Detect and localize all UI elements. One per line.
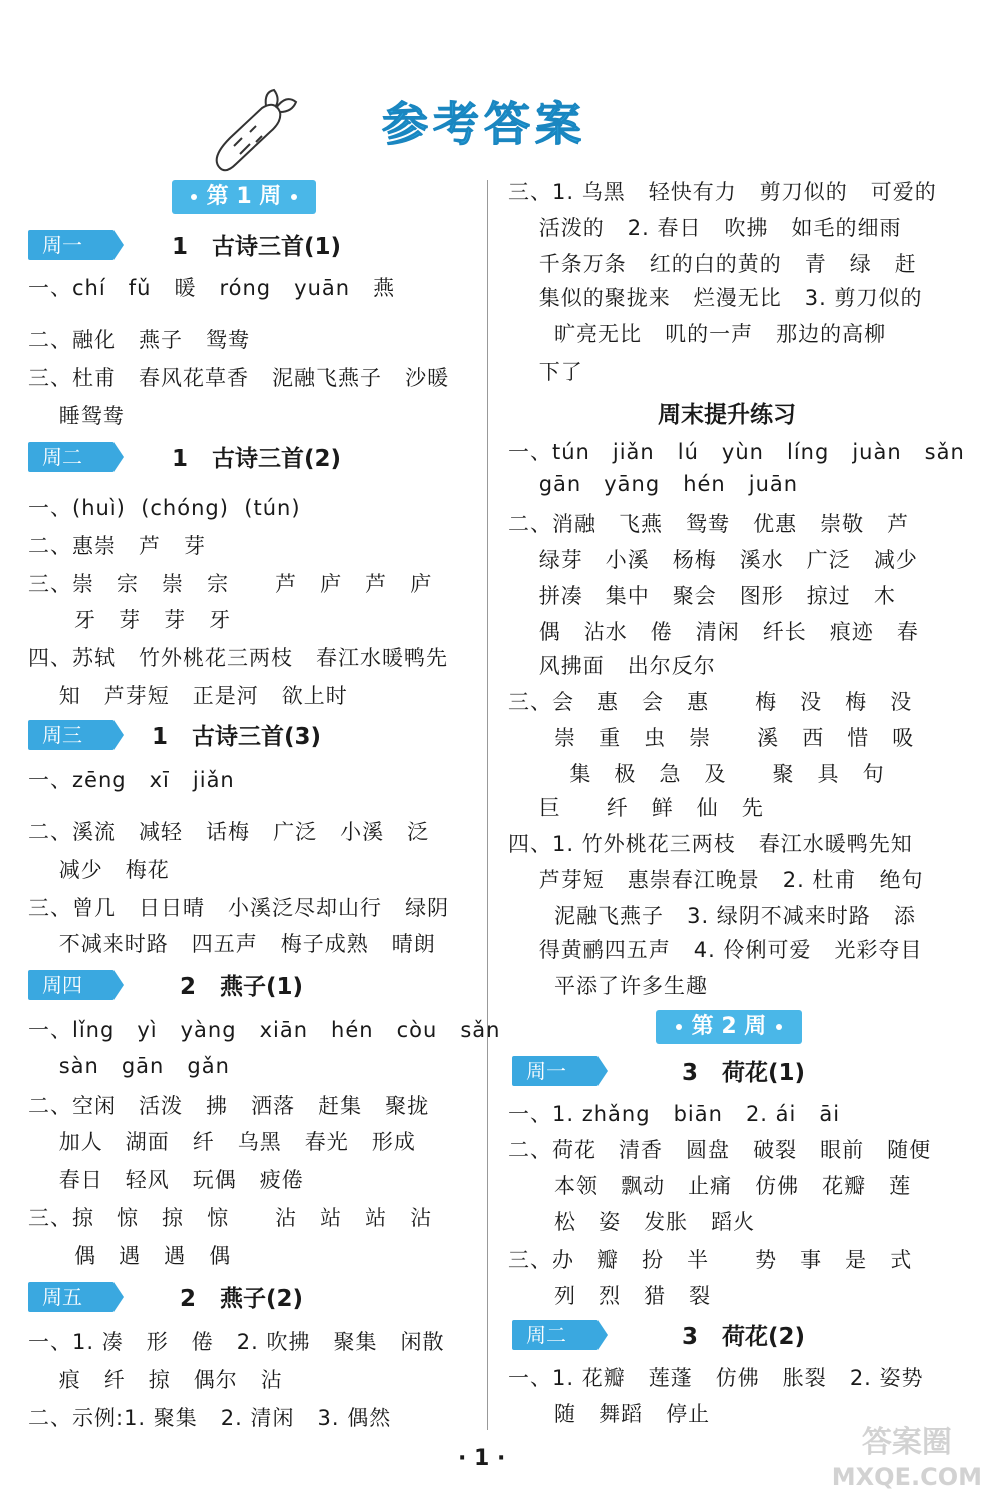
answer-line: 千条万条 红的白的黄的 青 绿 赶: [508, 252, 917, 276]
answer-line: 三、1. 乌黑 轻快有力 剪刀似的 可爱的: [508, 180, 937, 204]
day-badge: 周四: [28, 970, 114, 1000]
answer-line: 偶 沾水 倦 清闲 纤长 痕迹 春: [508, 620, 919, 644]
answer-line: 牙 芽 芽 牙: [28, 608, 232, 632]
answer-line: 集似的聚拢来 烂漫无比 3. 剪刀似的: [508, 286, 923, 310]
page-title: 参考答案: [382, 97, 586, 151]
answer-line: 活泼的 2. 春日 吹拂 如毛的细雨: [508, 216, 902, 240]
lesson-title: 1 古诗三首(2): [172, 446, 342, 472]
answer-line: 下了: [508, 360, 583, 384]
answer-line: 加人 湖面 纤 乌黑 春光 形成: [28, 1130, 416, 1154]
answer-line: 一、1. zhǎng biān 2. ái āi: [508, 1102, 841, 1126]
answer-line: 得黄鹂四五声 4. 伶俐可爱 光彩夺目: [508, 938, 923, 962]
answer-line: 一、1. 花瓣 莲蓬 仿佛 胀裂 2. 姿势: [508, 1366, 924, 1390]
answer-line: gān yāng hén juān: [508, 472, 799, 496]
answer-line: 三、办 瓣 扮 半 势 事 是 式: [508, 1248, 913, 1272]
answer-line: 一、zēng xī jiǎn: [28, 768, 235, 792]
answer-line: 列 烈 猎 裂: [508, 1284, 712, 1308]
day-badge: 周三: [28, 720, 114, 750]
day-badge: 周五: [28, 1282, 114, 1312]
answer-line: 绿芽 小溪 杨梅 溪水 广泛 减少: [508, 548, 918, 572]
answer-line: 泥融飞燕子 3. 绿阴不减来时路 添: [508, 904, 916, 928]
lesson-title: 2 燕子(2): [180, 1286, 304, 1312]
answer-line: 本领 飘动 止痛 仿佛 花瓣 莲: [508, 1174, 912, 1198]
lesson-title: 3 荷花(1): [682, 1060, 806, 1086]
answer-line: 二、溪流 减轻 话梅 广泛 小溪 泛: [28, 820, 430, 844]
lesson-title: 1 古诗三首(3): [152, 724, 322, 750]
answer-line: 二、荷花 清香 圆盘 破裂 眼前 随便: [508, 1138, 932, 1162]
answer-line: 平添了许多生趣: [508, 974, 709, 998]
answer-line: 不减来时路 四五声 梅子成熟 晴朗: [28, 932, 436, 956]
answer-line: 四、苏轼 竹外桃花三两枝 春江水暖鸭先: [28, 646, 449, 670]
answer-line: 痕 纤 掠 偶尔 沾: [28, 1368, 283, 1392]
column-divider: [487, 180, 488, 1430]
answer-line: 二、示例:1. 聚集 2. 清闲 3. 偶然: [28, 1406, 392, 1430]
answer-line: 三、杜甫 春风花草香 泥融飞燕子 沙暖: [28, 366, 450, 390]
answer-line: 偶 遇 遇 偶: [28, 1244, 232, 1268]
lesson-title: 2 燕子(1): [180, 974, 304, 1000]
answer-line: 四、1. 竹外桃花三两枝 春江水暖鸭先知: [508, 832, 913, 856]
answer-line: 一、chí fǔ 暖 róng yuān 燕: [28, 276, 396, 300]
answer-line: 三、崇 宗 崇 宗 芦 庐 芦 庐: [28, 572, 433, 596]
answer-line: 春日 轻风 玩偶 疲倦: [28, 1168, 304, 1192]
lesson-title: 3 荷花(2): [682, 1324, 806, 1350]
answer-line: sàn gān gǎn: [28, 1054, 230, 1078]
answer-line: 知 芦芽短 正是河 欲上时: [28, 684, 348, 708]
answer-line: 旷亮无比 叽的一声 那边的高柳: [508, 322, 887, 346]
answer-line: 巨 纤 鲜 仙 先: [508, 796, 764, 820]
answer-line: 二、惠崇 芦 芽: [28, 534, 207, 558]
answer-line: 一、lǐng yì yàng xiān hén còu sǎn: [28, 1018, 501, 1042]
answer-line: 二、空闲 活泼 拂 洒落 赶集 聚拢: [28, 1094, 430, 1118]
answer-line: 二、消融 飞燕 鸳鸯 优惠 崇敬 芦: [508, 512, 910, 536]
answer-line: 芦芽短 惠崇春江晚景 2. 杜甫 绝句: [508, 868, 924, 892]
answer-line: 二、融化 燕子 鸳鸯: [28, 328, 251, 352]
answer-line: 随 舞蹈 停止: [508, 1402, 711, 1426]
carrot-icon: [200, 88, 300, 178]
answer-line: 风拂面 出尔反尔: [508, 654, 716, 678]
answer-line: 集 极 急 及 聚 具 句: [508, 762, 885, 786]
answer-line: 三、会 惠 会 惠 梅 没 梅 没: [508, 690, 913, 714]
weekend-section-title: 周末提升练习: [658, 402, 796, 428]
answer-line: 一、tún jiǎn lú yùn líng juàn sǎn: [508, 440, 965, 464]
week-banner: 第 2 周: [656, 1010, 802, 1044]
answer-line: 三、掠 惊 掠 惊 沾 站 站 沾: [28, 1206, 433, 1230]
page-number: · 1 ·: [458, 1446, 506, 1471]
answer-line: 睡鸳鸯: [28, 404, 125, 428]
watermark: 答案圈 MXQE.COM: [831, 1425, 982, 1491]
week-banner: 第 1 周: [172, 180, 316, 214]
day-badge: 周一: [28, 230, 114, 260]
day-badge: 周二: [512, 1320, 598, 1350]
lesson-title: 1 古诗三首(1): [172, 234, 342, 260]
day-badge: 周一: [512, 1056, 598, 1086]
answer-line: 三、曾几 日日晴 小溪泛尽却山行 绿阴: [28, 896, 450, 920]
answer-line: 一、(huì) (chóng) (tún): [28, 496, 301, 520]
answer-line: 拼凑 集中 聚会 图形 掠过 木: [508, 584, 896, 608]
answer-line: 减少 梅花: [28, 858, 170, 882]
answer-line: 松 姿 发胀 蹈火: [508, 1210, 756, 1234]
answer-line: 崇 重 虫 崇 溪 西 惜 吸: [508, 726, 915, 750]
day-badge: 周二: [28, 442, 114, 472]
answer-line: 一、1. 凑 形 倦 2. 吹拂 聚集 闲散: [28, 1330, 445, 1354]
